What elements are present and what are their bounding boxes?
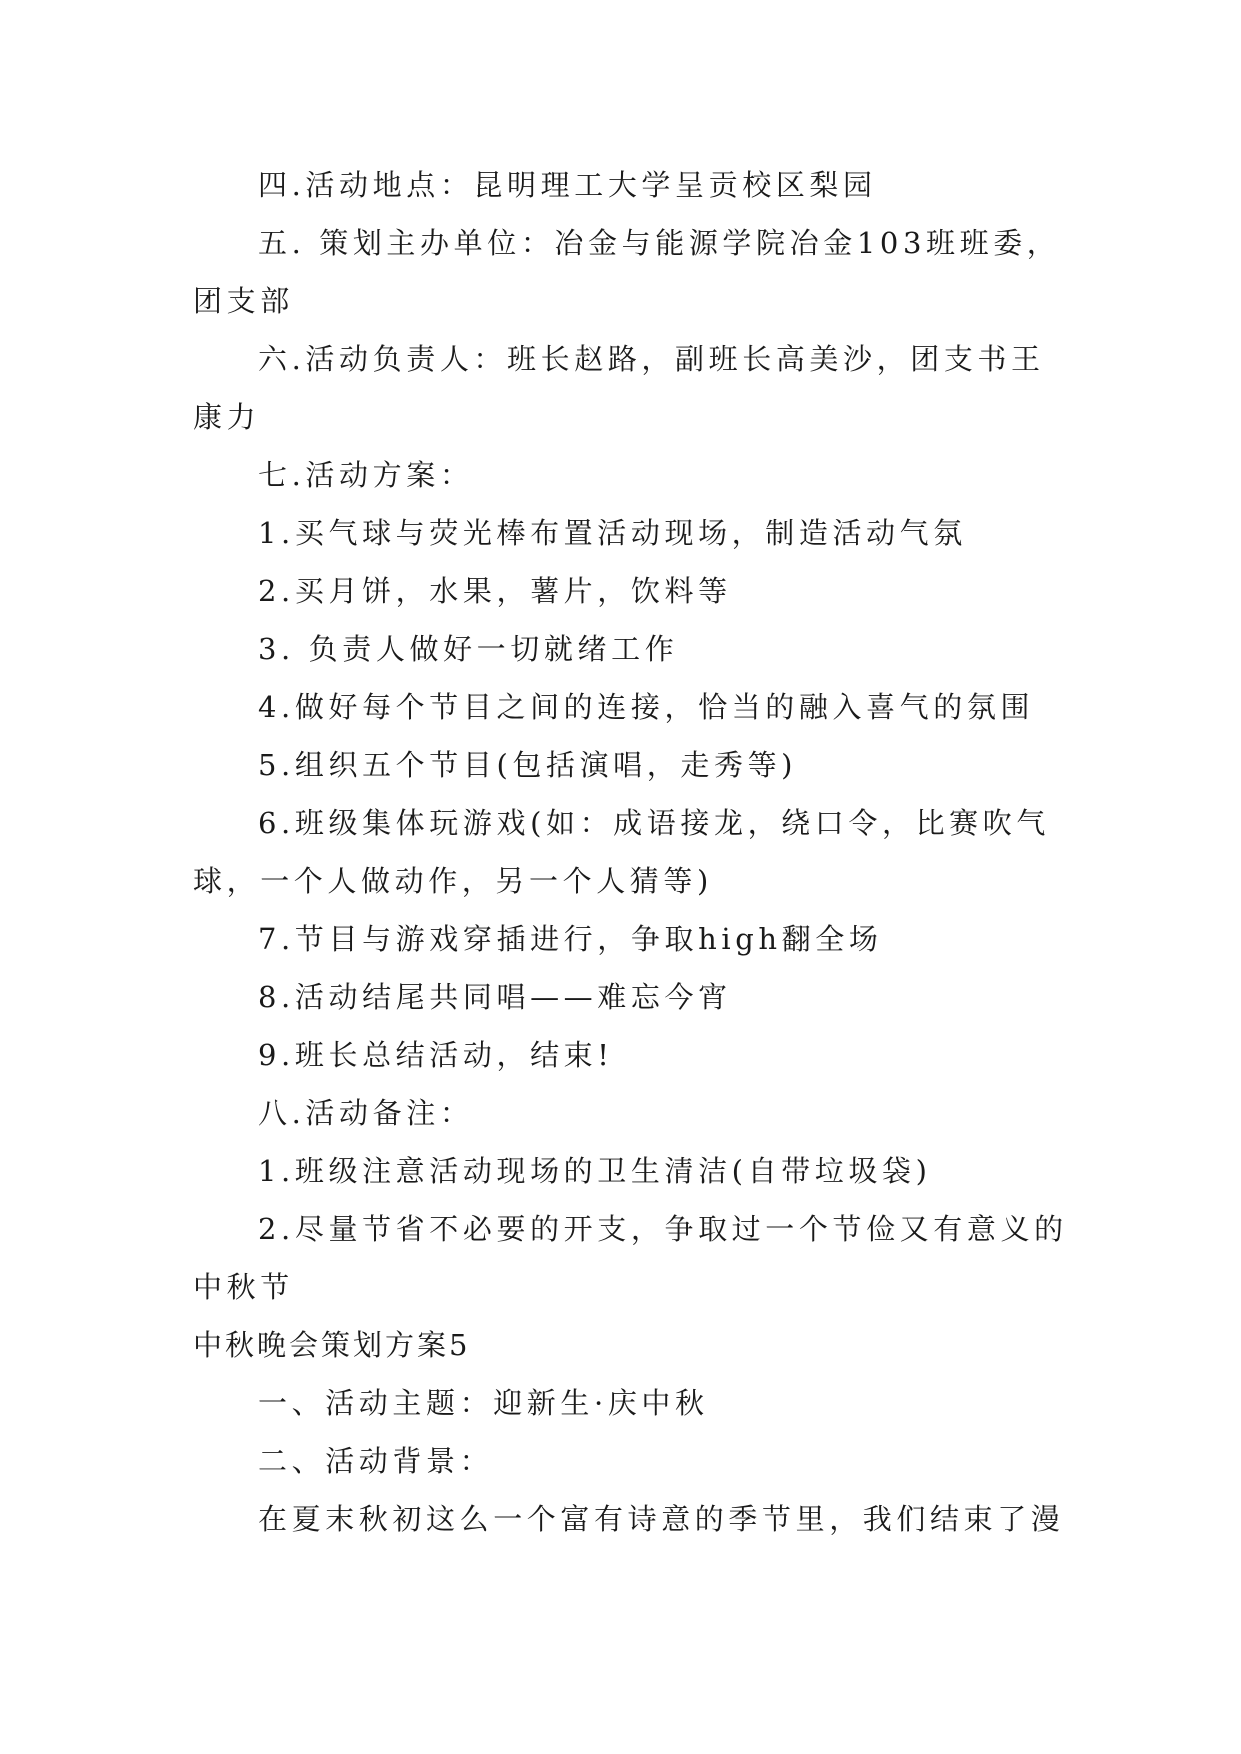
text-line: 中秋节: [193, 1270, 294, 1304]
text-line: 7.节目与游戏穿插进行，争取high翻全场: [258, 922, 883, 956]
text-line: 团支部: [193, 284, 294, 318]
text-line: 1.班级注意活动现场的卫生清洁(自带垃圾袋): [258, 1154, 932, 1188]
text-line: 七.活动方案：: [258, 458, 474, 492]
text-line: 在夏末秋初这么一个富有诗意的季节里，我们结束了漫: [258, 1502, 1065, 1536]
text-line: 6.班级集体玩游戏(如：成语接龙，绕口令，比赛吹气: [258, 806, 1050, 840]
text-line: 2.买月饼，水果，薯片，饮料等: [258, 574, 732, 608]
text-line: 3. 负责人做好一切就绪工作: [258, 632, 679, 666]
text-line: 8.活动结尾共同唱——难忘今宵: [258, 980, 732, 1014]
text-line: 9.班长总结活动，结束!: [258, 1038, 614, 1072]
text-line: 4.做好每个节目之间的连接，恰当的融入喜气的氛围: [258, 690, 1035, 724]
text-line: 二、活动背景：: [258, 1444, 494, 1478]
text-line: 球，一个人做动作，另一个人猜等): [193, 864, 713, 898]
text-line: 六.活动负责人：班长赵路，副班长高美沙，团支书王: [258, 342, 1045, 376]
text-line: 康力: [193, 400, 261, 434]
text-line: 一、活动主题：迎新生·庆中秋: [258, 1386, 709, 1420]
section-heading: 中秋晚会策划方案5: [193, 1328, 471, 1362]
text-line: 5.组织五个节目(包括演唱，走秀等): [258, 748, 798, 782]
text-line: 2.尽量节省不必要的开支，争取过一个节俭又有意义的: [258, 1212, 1068, 1246]
text-line: 四.活动地点：昆明理工大学呈贡校区梨园: [258, 168, 877, 202]
text-line: 1.买气球与荧光棒布置活动现场，制造活动气氛: [258, 516, 967, 550]
text-line: 八.活动备注：: [258, 1096, 474, 1130]
text-line: 五. 策划主办单位：冶金与能源学院冶金103班班委，: [258, 226, 1061, 260]
